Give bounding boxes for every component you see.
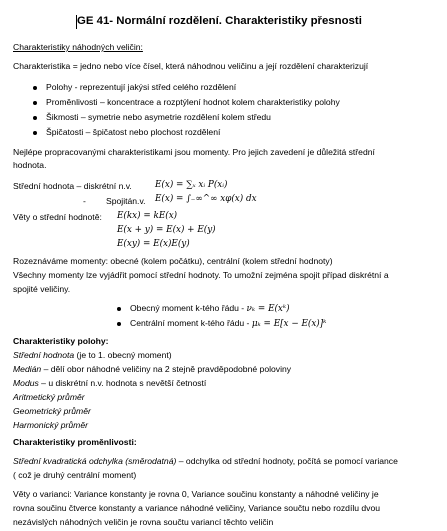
- moments-expression-line-1: Všechny momenty lze vyjádřit pomocí střední hodnoty. To umožní zejména spojit případ diskrétní a: [13, 270, 389, 280]
- location-item: [13, 350, 439, 361]
- bullet-dot: [117, 322, 121, 326]
- section-heading-location: Charakteristiky polohy:: [13, 336, 109, 346]
- bullet-dot: [33, 116, 37, 120]
- mean-continuous-label: Spojitán.v.: [106, 196, 146, 206]
- variance-theorems-line-3: nezávislých náhodných veličin je rovna součtu variancí těchto veličin: [13, 517, 274, 527]
- mean-theorem: E(x + y) = E(x) + E(y): [117, 225, 216, 235]
- bullet-item: Proměnlivosti – koncentrace a rozptýlení hodnot kolem charakteristiky polohy: [46, 97, 340, 107]
- bullet-dot: [117, 307, 121, 311]
- bullet-item: Šikmosti – symetrie nebo asymetrie rozdělení kolem středu: [46, 112, 271, 122]
- deviation-line-1: [13, 456, 439, 467]
- mean-theorem: E(xy) = E(x)E(y): [117, 239, 190, 249]
- deviation-desc: – odchylka od střední hodnoty, počítá se pomocí variance: [176, 456, 398, 466]
- moment-bullet-item: [130, 318, 439, 331]
- mean-discrete-label: Střední hodnota – diskrétní n.v.: [13, 181, 132, 191]
- location-item: Aritmetický průměr: [13, 392, 85, 402]
- moment-formula: νₖ = E(xᵏ): [246, 304, 290, 314]
- location-term: Modus: [13, 378, 39, 388]
- moment-formula: μₖ = E[x − E(x)]ᵏ: [251, 319, 327, 329]
- page-title: GE 41- Normální rozdělení. Charakteristiky přesnosti: [77, 15, 362, 27]
- mean-discrete-formula: E(x) = ∑ₓ xᵢ P(xᵢ): [155, 180, 228, 190]
- deviation-term: Střední kvadratická odchylka (směrodatná): [13, 456, 177, 466]
- moments-types: Rozeznáváme momenty: obecné (kolem počátku), centrální (kolem střední hodnoty): [13, 256, 333, 266]
- bullet-item: Špičatosti – špičatost nebo plochost rozdělení: [46, 127, 221, 137]
- moments-intro-line-2: hodnota.: [13, 160, 47, 170]
- bullet-dot: [33, 101, 37, 105]
- moment-label: Centrální moment k-tého řádu -: [130, 318, 252, 328]
- bullet-dot: [33, 86, 37, 90]
- variance-theorems-line-2: rovna součinu čtverce konstanty a variance náhodné veličiny, Variance součtu nebo rozdílu dvou: [13, 503, 381, 513]
- mean-theorems-label: Věty o střední hodnotě:: [13, 212, 102, 222]
- location-term: Střední hodnota: [13, 350, 75, 360]
- moment-label: Obecný moment k-tého řádu -: [130, 303, 247, 313]
- section-heading-variability: Charakteristiky proměnlivosti:: [13, 437, 137, 447]
- moments-expression-line-2: spojité veličiny.: [13, 284, 71, 294]
- mean-continuous-dash: -: [83, 196, 86, 206]
- mean-theorem: E(kx) = kE(x): [117, 211, 178, 221]
- location-item: [13, 364, 439, 375]
- moment-bullet-item: [130, 303, 439, 316]
- location-desc: – u diskrétní n.v. hodnota s nevětší četností: [38, 378, 207, 388]
- moments-intro-line-1: Nejlépe propracovanými charakteristikami jsou momenty. Pro jejich zavedení je důležitá střední: [13, 147, 375, 157]
- bullet-dot: [33, 131, 37, 135]
- location-item: Harmonický průměr: [13, 420, 88, 430]
- location-desc: (je to 1. obecný moment): [74, 350, 172, 360]
- deviation-line-2: ( což je druhý centrální moment): [13, 470, 137, 480]
- bullet-item: Polohy - reprezentují jakýsi střed celého rozdělení: [46, 82, 237, 92]
- location-item: [13, 378, 439, 389]
- mean-continuous-formula: E(x) = ∫₋∞^∞ xφ(x) dx: [155, 194, 257, 204]
- variance-theorems-line-1: Věty o varianci: Variance konstanty je rovna 0, Variance součinu konstanty a náhodné veličiny je: [13, 489, 379, 499]
- definition-text: Charakteristika = jedno nebo více čísel, která náhodnou veličinu a její rozdělení charakterizují: [13, 61, 369, 71]
- location-term: Medián: [13, 364, 42, 374]
- location-item: Geometrický průměr: [13, 406, 91, 416]
- location-desc: – dělí obor náhodné veličiny na 2 stejně pravděpodobné poloviny: [41, 364, 292, 374]
- section-heading-random-variables: Charakteristiky náhodných veličin:: [13, 42, 143, 52]
